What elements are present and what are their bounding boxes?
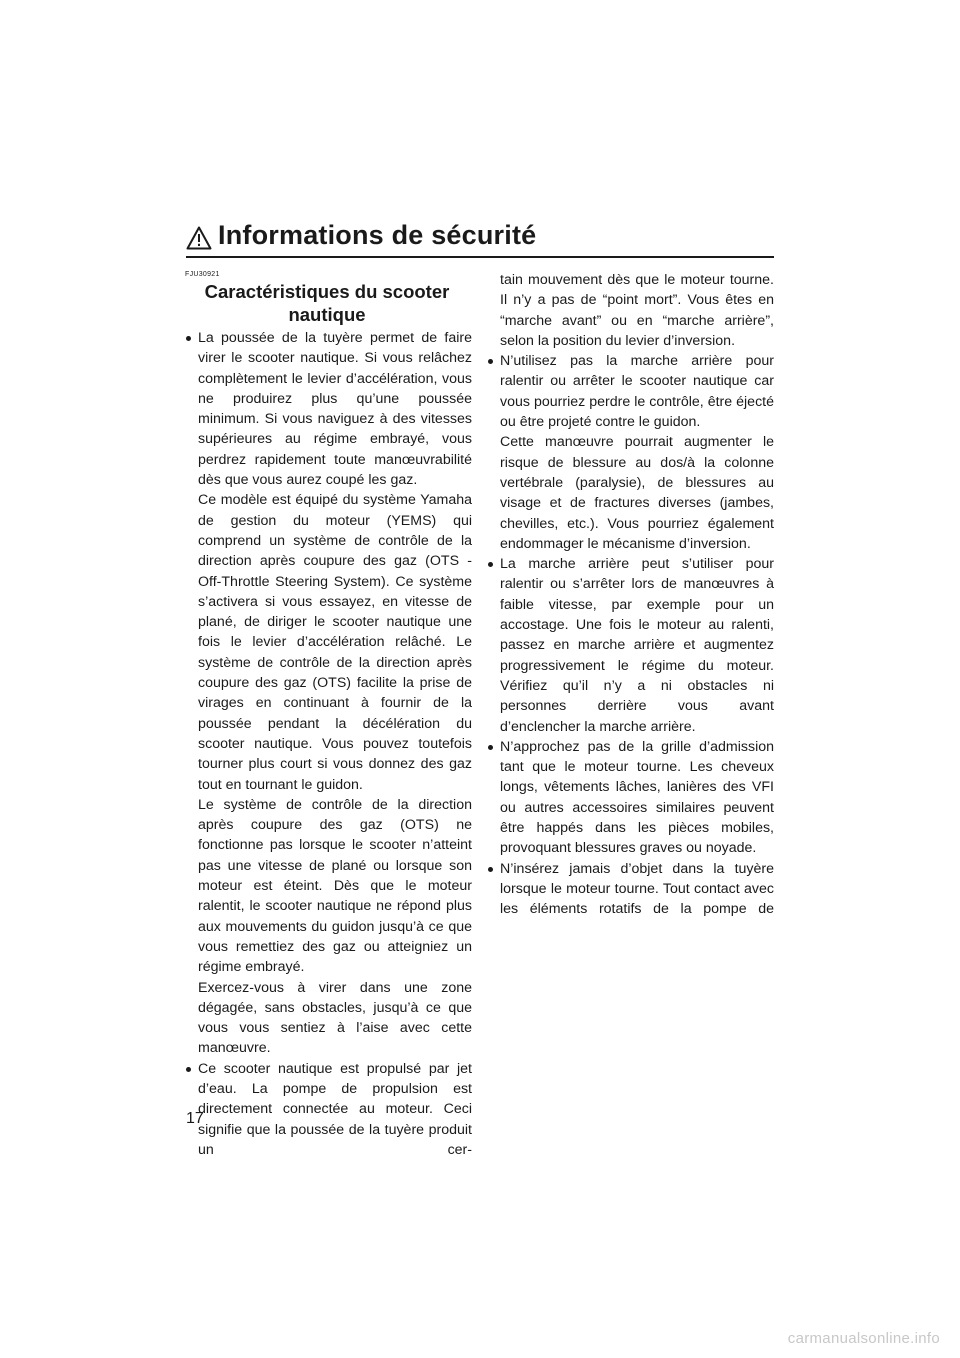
page-header xyxy=(186,220,774,258)
paragraph: La marche arrière peut s’utiliser pour ralentir ou s’arrêter lors de manœuvres à faible vitesse, par exemple pour un accostage. Une fois le moteur au ralenti, passez en marche arrière et augmentez progressivement le régime du moteur. Vérifiez qu’il n’y a ni obstacles ni personnes derrière vous avant d’enclencher la marche arrière. xyxy=(500,556,774,735)
bullet-continuation xyxy=(484,432,774,554)
bullet-item xyxy=(484,554,774,737)
paragraph: Le système de contrôle de la direction après coupure des gaz (OTS) ne fonctionne pas lorsque le scooter n’atteint pas une vitesse de plané ou lorsque son moteur est éteint. Dès que le moteur ralentit, le scooter nautique ne répond plus aux mouvements du guidon jusqu’à ce que vous remettiez des gaz ou atteigniez un régime embrayé. xyxy=(198,796,472,976)
paragraph: Ce scooter nautique est propulsé par jet d’eau. La pompe de propulsion est directement connectée au moteur. Ceci signifie que la poussée de la tuyère produit un cer- xyxy=(198,1060,472,1158)
bullet-item xyxy=(182,328,472,490)
bullet-item xyxy=(484,737,774,859)
section-code: FJU30921 xyxy=(185,271,220,278)
right-bullet-list xyxy=(484,270,774,920)
section-title xyxy=(182,280,472,326)
bullet-item xyxy=(182,1059,472,1160)
paragraph: N’approchez pas de la grille d’admission tant que le moteur tourne. Les cheveux longs, vêtements lâches, lanières des VFI ou autres accessoires similaires peuvent être happés dans les pièces mobiles, provoquant blessures graves ou noyade. xyxy=(500,738,774,857)
paragraph: N’insérez jamais d’objet dans la tuyère lorsque le moteur tourne. Tout contact avec les éléments rotatifs de la pompe de xyxy=(500,860,774,918)
left-bullet-list xyxy=(182,328,472,1160)
page-number: 17 xyxy=(186,1110,204,1127)
bullet-continuation xyxy=(484,270,774,351)
paragraph: La poussée de la tuyère permet de faire virer le scooter nautique. Si vous relâchez complètement le levier d’accélération, vous ne produirez plus qu’une poussée minimum. Si vous naviguez à des vitesses supérieures au régime embrayé, vous perdrez rapidement toute manœuvrabilité dès que vous aurez coupé les gaz. xyxy=(198,330,472,489)
page-title: Informations de sécurité xyxy=(218,220,537,250)
paragraph: Ce modèle est équipé du système Yamaha de gestion du moteur (YEMS) qui comprend un système de contrôle de la direction après coupure des gaz (OTS - Off-Throttle Steering System). Ce système s’activera si vous essayez, en vitesse de plané, de diriger le scooter nautique une fois le levier d’accélération relâché. Le système de contrôle de la direction après coupure des gaz (OTS) facilite la prise de virages en continuant à fournir de la poussée pendant la décélération du scooter nautique. Vous pouvez toutefois tourner plus court si vous donnez des gaz tout en tournant le guidon. xyxy=(198,492,472,793)
paragraph: Cette manœuvre pourrait augmenter le risque de blessure au dos/à la colonne vertébrale (paralysie), de blessures au visage et de fractures diverses (jambes, chevilles, etc.). Vous pourriez également endommager le mécanisme d’inversion. xyxy=(500,434,774,552)
left-column xyxy=(182,270,472,1160)
section-title-line-1: Caractéristiques du scooter xyxy=(204,281,450,302)
watermark: carmanualsonline.info xyxy=(787,1330,940,1347)
bullet-item xyxy=(484,859,774,920)
paragraph: tain mouvement dès que le moteur tourne. Il n’y a pas de “point mort”. Vous êtes en “marche avant” ou en “marche arrière”, selon la position du levier d’inversion. xyxy=(500,272,774,349)
paragraph: Exercez-vous à virer dans une zone dégagée, sans obstacles, jusqu’à ce que vous vous sentiez à l’aise avec cette manœuvre. xyxy=(198,979,472,1057)
warning-triangle-icon xyxy=(186,226,212,250)
bullet-item xyxy=(484,351,774,432)
right-column xyxy=(484,270,774,920)
bullet-continuation xyxy=(182,978,472,1059)
paragraph: N’utilisez pas la marche arrière pour ralentir ou arrêter le scooter nautique car vous pourriez perdre le contrôle, être éjecté ou être projeté contre le guidon. xyxy=(500,353,774,431)
section-title-line-2: nautique xyxy=(288,304,366,325)
bullet-continuation xyxy=(182,490,472,794)
bullet-continuation xyxy=(182,795,472,978)
